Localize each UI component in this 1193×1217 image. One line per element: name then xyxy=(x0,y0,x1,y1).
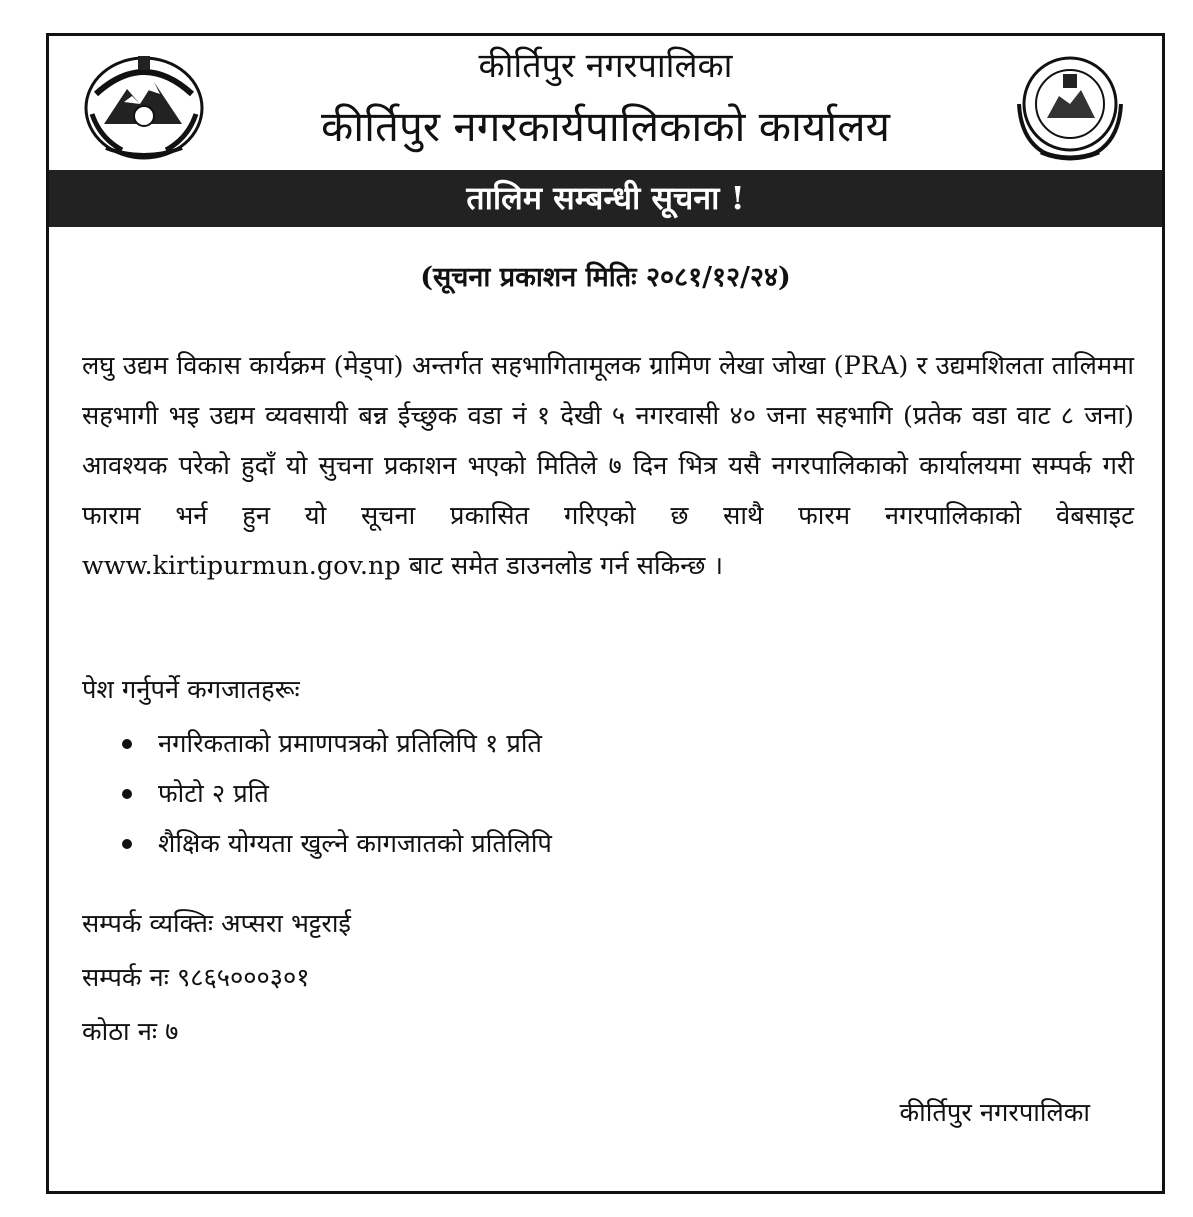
list-item-text: शैक्षिक योग्यता खुल्ने कागजातको प्रतिलिपि xyxy=(158,829,552,859)
notice-body: लघु उद्यम विकास कार्यक्रम (मेड्पा) अन्तर्गत सहभागितामूलक ग्रामिण लेखा जोखा (PRA) र उद्यमशिलता तालिममा सहभागी भइ उद्यम व्यवसायी बन्न ईच्छुक वडा नं १ देखी ५ नगरवासी ४० जना सहभागि (प्रतेक वडा वाट ८ जना) आवश्यक परेको हुदाँ यो सुचना प्रकाशन भएको मितिले ७ दिन भित्र यसै नगरपालिकाको कार्यालयमा सम्पर्क गरी फाराम भर्न हुन यो सूचना प्रकासित गरिएको छ साथै फारम नगरपालिकाको वेबसाइट www.kirtipurmun.gov.np बाट समेत डाउनलोड गर्न सकिन्छ । xyxy=(82,351,1134,581)
notice-frame xyxy=(46,33,1165,1194)
signature: कीर्तिपुर नगरपालिका xyxy=(899,1098,1090,1128)
publication-date: (सूचना प्रकाशन मितिः २०८१/१२/२४) xyxy=(420,262,791,293)
documents-list xyxy=(82,719,552,869)
contact-block xyxy=(82,897,351,1059)
bullet-icon xyxy=(122,739,132,749)
list-item-text: फोटो २ प्रति xyxy=(158,779,269,809)
bullet-icon xyxy=(122,789,132,799)
list-item xyxy=(82,819,552,869)
contact-person: सम्पर्क व्यक्तिः अप्सरा भट्टराई xyxy=(82,909,351,939)
list-item xyxy=(82,719,552,769)
office-name: कीर्तिपुर नगरकार्यपालिकाको कार्यालय xyxy=(321,102,890,151)
notice-title-banner: तालिम सम्बन्धी सूचना ! xyxy=(49,170,1162,227)
list-item-text: नगरिकताको प्रमाणपत्रको प्रतिलिपि १ प्रति xyxy=(158,729,542,759)
contact-phone: सम्पर्क नः ९८६५०००३०१ xyxy=(82,963,310,993)
documents-heading: पेश गर्नुपर्ने कगजातहरूः xyxy=(82,675,300,705)
bullet-icon xyxy=(122,839,132,849)
org-name: कीर्तिपुर नगरपालिका xyxy=(478,46,733,86)
list-item xyxy=(82,769,552,819)
contact-room: कोठा नः ७ xyxy=(82,1017,179,1047)
